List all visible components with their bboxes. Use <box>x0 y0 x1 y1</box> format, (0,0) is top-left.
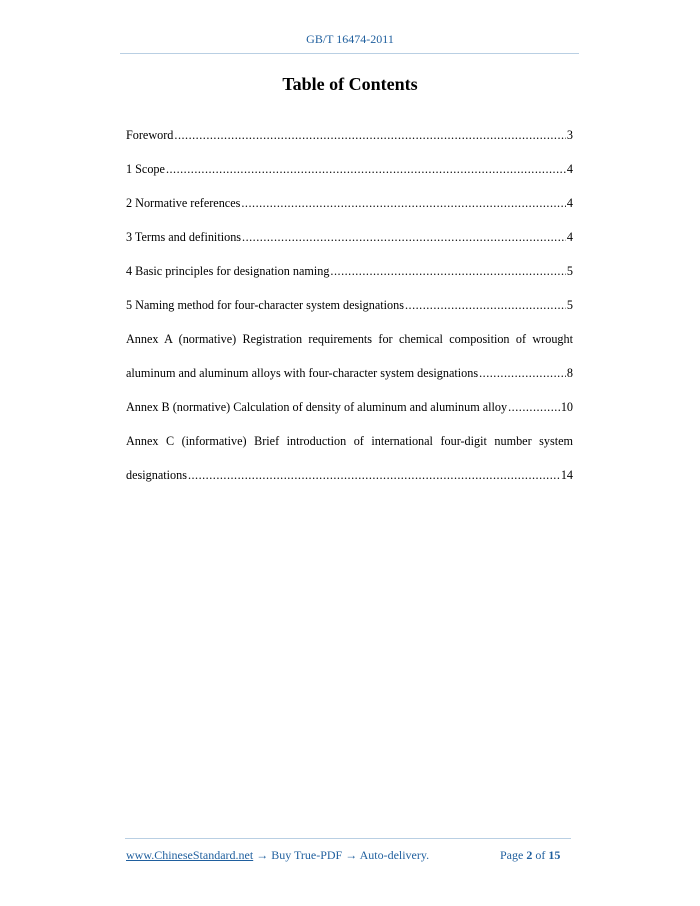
toc-entry-label: 2 Normative references <box>126 196 241 210</box>
toc-entry-page: 8 <box>566 366 573 380</box>
promo-text: → Buy True-PDF → Auto-delivery. <box>253 848 430 862</box>
toc-entry-page: 4 <box>566 196 573 210</box>
page-title: Table of Contents <box>282 74 418 94</box>
toc-entry-label: 1 Scope <box>126 162 165 176</box>
toc-dot-leader <box>241 196 566 211</box>
toc-entry-page: 10 <box>560 400 573 414</box>
toc-entry-label: Foreword <box>126 128 174 142</box>
footer-promo <box>126 848 429 863</box>
toc-entry-annex-b[interactable] <box>126 400 573 416</box>
toc-entry-label: 4 Basic principles for designation naming <box>126 264 330 278</box>
toc-entry-label: 5 Naming method for four-character system designations <box>126 298 404 312</box>
footer-divider <box>125 838 571 839</box>
toc-dot-leader <box>188 468 560 483</box>
page-total: 15 <box>548 848 561 862</box>
page-current: 2 <box>526 848 533 862</box>
toc-dot-leader <box>174 128 566 143</box>
header-divider <box>120 53 579 54</box>
toc-dot-leader <box>479 366 566 381</box>
toc-entry-label: Annex B (normative) Calculation of density of aluminum and aluminum alloy <box>126 400 508 414</box>
toc-dot-leader <box>330 264 565 279</box>
toc-entry-naming-method[interactable] <box>126 298 573 314</box>
toc-entry-label: 3 Terms and definitions <box>126 230 242 244</box>
toc-entry-annex-a-line1[interactable]: Annex A (normative) Registration requirements for chemical composition of wrought <box>126 332 573 346</box>
running-header: GB/T 16474-2011 <box>306 32 394 46</box>
toc-dot-leader <box>166 162 566 177</box>
toc-entry-page: 5 <box>566 264 573 278</box>
toc-entry-page: 3 <box>566 128 573 142</box>
page-number <box>500 848 560 863</box>
toc-entry-scope[interactable] <box>126 162 573 178</box>
toc-entry-annex-c-line1[interactable]: Annex C (informative) Brief introduction of international four-digit number system <box>126 434 573 448</box>
toc-dot-leader <box>242 230 566 245</box>
toc-entry-page: 14 <box>560 468 573 482</box>
toc-entry-normative-references[interactable] <box>126 196 573 212</box>
toc-entry-foreword[interactable] <box>126 128 573 144</box>
toc-entry-annex-a-line2[interactable] <box>126 366 573 382</box>
toc-entry-page: 4 <box>566 230 573 244</box>
of-word: of <box>532 848 549 862</box>
toc-entry-basic-principles[interactable] <box>126 264 573 280</box>
toc-entry-page: 5 <box>566 298 573 312</box>
page-word: Page <box>500 848 527 862</box>
toc-dot-leader <box>405 298 566 313</box>
toc-entry-label: aluminum and aluminum alloys with four-character system designations <box>126 366 479 380</box>
toc-entry-annex-c-line2[interactable] <box>126 468 573 484</box>
toc-entry-label: designations <box>126 468 187 482</box>
toc-entry-page: 4 <box>566 162 573 176</box>
toc-entry-terms-definitions[interactable] <box>126 230 573 246</box>
website-link[interactable]: www.ChineseStandard.net <box>126 848 254 862</box>
toc-dot-leader <box>508 400 560 415</box>
